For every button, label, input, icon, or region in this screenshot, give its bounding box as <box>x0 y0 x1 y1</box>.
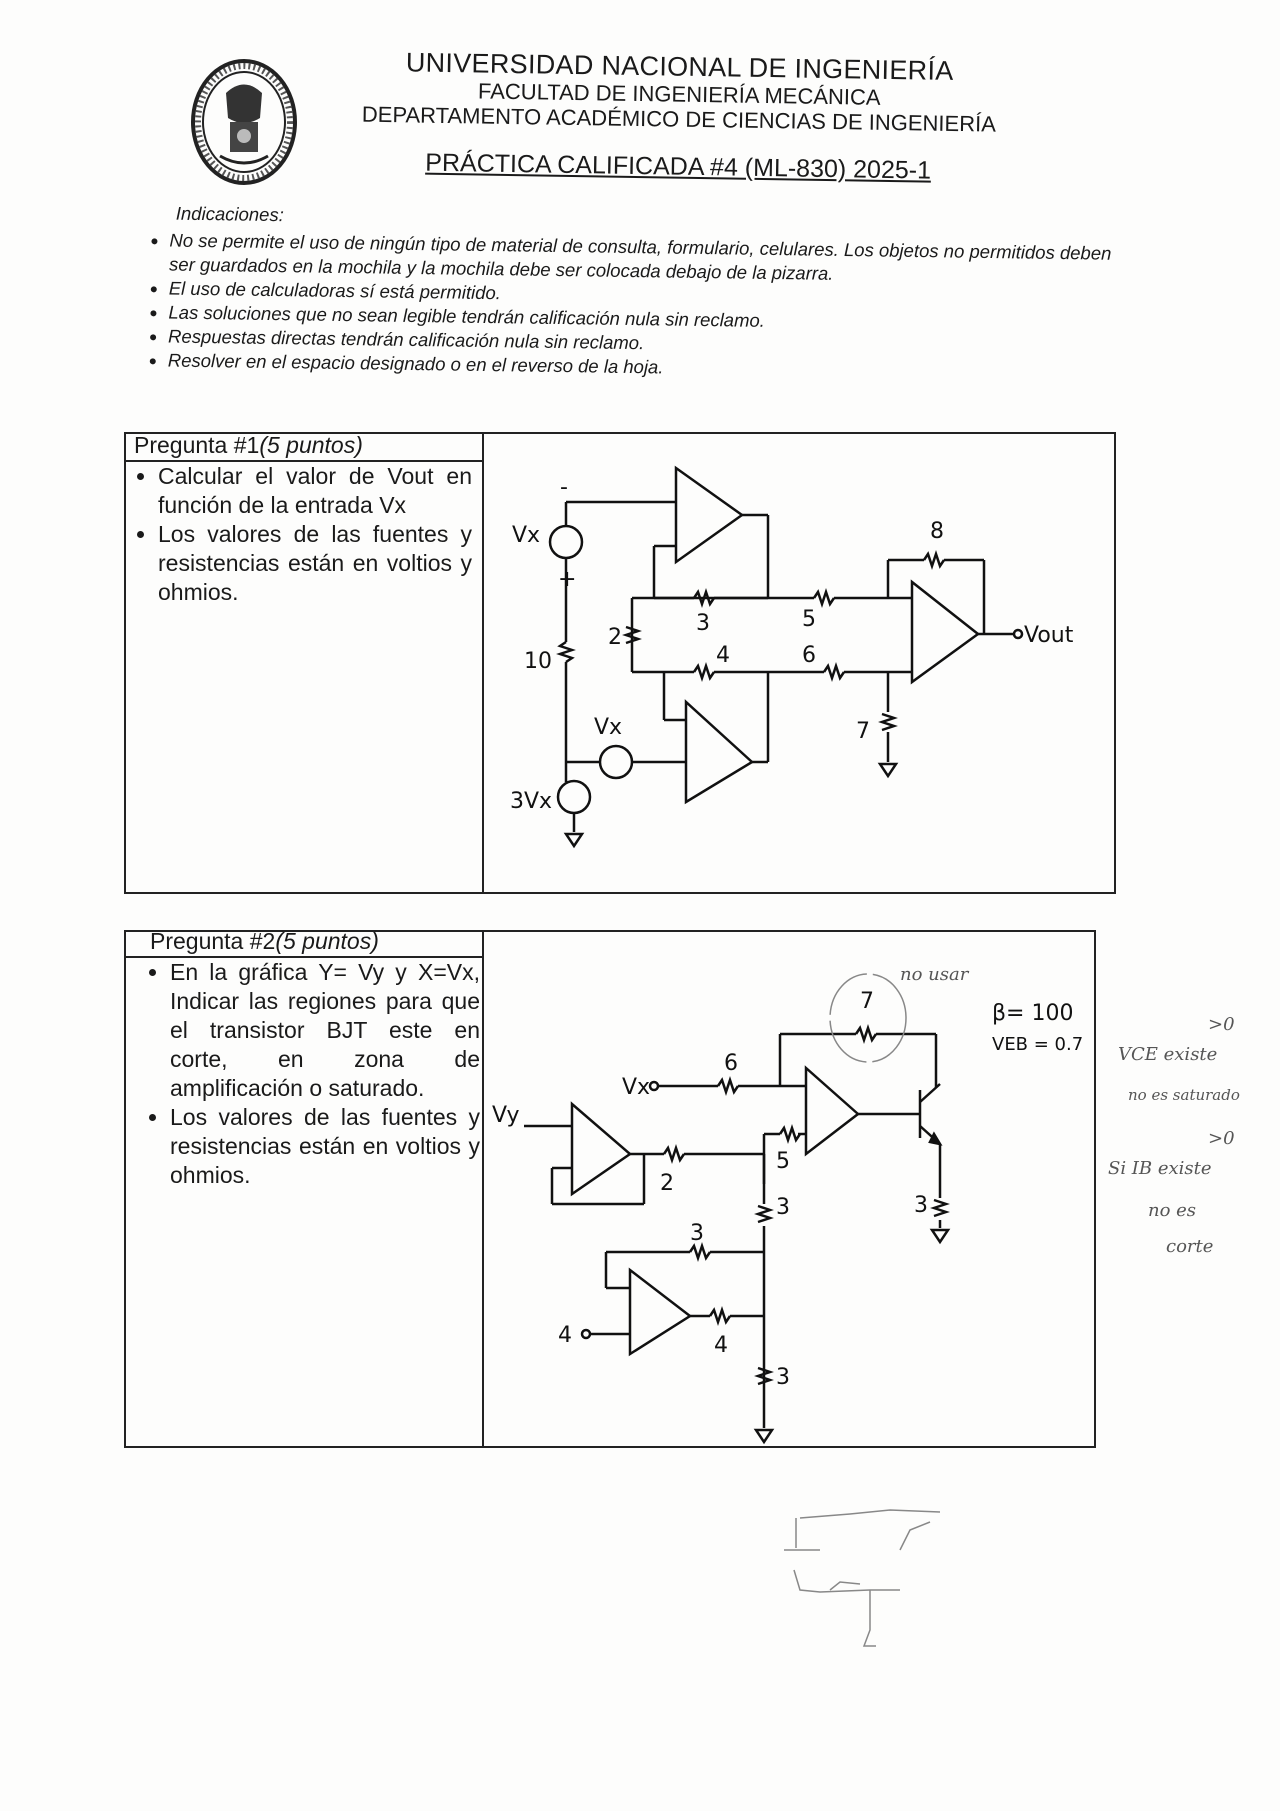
q1-label-src-3vx: 3Vx <box>510 789 553 814</box>
exam-title: PRÁCTICA CALIFICADA #4 (ML-830) 2025-1 <box>425 148 932 185</box>
question-2-text <box>146 958 480 1190</box>
instruction-item: • Las soluciones que no sean legible tendrán calificación nula sin reclamo. <box>168 301 1118 338</box>
margin-note: Si IB existe <box>1108 1158 1212 1179</box>
margin-note: VCE existe <box>1118 1044 1218 1065</box>
instructions <box>128 202 1120 386</box>
q2-pencil-no-usar: no usar <box>900 964 969 985</box>
instruction-item: • No se permite el uso de ningún tipo de material de consulta, formulario, celulares. Los objetos no permitidos deben ser guardados en la mochila y la mochila debe ser colocada debajo de la pizarra. <box>169 229 1120 290</box>
question-2-number: Pregunta #2 <box>150 928 276 954</box>
margin-note: >0 <box>1208 1128 1235 1149</box>
instructions-title: Indicaciones: <box>175 202 284 226</box>
margin-note: no es <box>1148 1200 1197 1221</box>
question-2-circuit-diagram <box>484 958 1090 1444</box>
q2-label-r3d: 3 <box>776 1365 790 1390</box>
q1-label-src-vx: Vx <box>594 715 623 740</box>
q2-label-r3b: 3 <box>690 1221 704 1246</box>
q2-label-r2: 2 <box>660 1171 674 1196</box>
margin-notes <box>1108 1010 1268 1280</box>
margin-note: no es saturado <box>1128 1086 1240 1104</box>
question-1-bullet: • Calcular el valor de Vout en función de la entrada Vx <box>158 462 472 520</box>
q2-label-r4: 4 <box>714 1333 728 1358</box>
q1-label-minus: - <box>560 475 568 500</box>
q2-label-r5: 5 <box>776 1149 790 1174</box>
q1-label-plus: + <box>558 567 577 592</box>
university-seal-icon <box>190 58 298 186</box>
q2-label-r3a: 3 <box>776 1195 790 1220</box>
question-2-bullets <box>146 958 480 1190</box>
question-2-bullet: • En la gráfica Y= Vy y X=Vx, Indicar las regiones para que el transistor BJT este en corte, en zona de amplificación o saturado. <box>170 958 480 1103</box>
q2-label-r3c: 3 <box>914 1193 928 1218</box>
question-1-bullets <box>134 462 472 607</box>
department-name: DEPARTAMENTO ACADÉMICO DE CIENCIAS DE INGENIERÍA <box>361 101 997 137</box>
q2-label-vx: Vx <box>622 1075 651 1100</box>
q1-label-r4: 4 <box>716 643 730 668</box>
question-1-bullet: • Los valores de las fuentes y resistencias están en voltios y ohmios. <box>158 520 472 607</box>
question-1-number: Pregunta #1 <box>134 432 260 458</box>
question-1-points: (5 puntos) <box>259 432 363 458</box>
university-name: UNIVERSIDAD NACIONAL DE INGENIERÍA <box>405 47 954 86</box>
q2-label-vy: Vy <box>492 1103 520 1128</box>
q1-label-r6: 6 <box>802 643 816 668</box>
margin-note: >0 <box>1208 1014 1235 1035</box>
question-2-points: (5 puntos) <box>275 928 379 954</box>
question-1-text <box>134 462 472 607</box>
q2-label-r7: 7 <box>860 989 874 1014</box>
q2-label-veb: VEB = 0.7 <box>992 1034 1084 1055</box>
q1-label-r5: 5 <box>802 607 816 632</box>
q1-label-vx: Vx <box>512 523 541 548</box>
instructions-list <box>128 228 1120 386</box>
exam-header <box>318 46 1040 187</box>
q1-label-r10: 10 <box>524 649 552 674</box>
faculty-name: FACULTAD DE INGENIERÍA MECÁNICA <box>477 78 881 110</box>
q1-label-r7: 7 <box>856 719 870 744</box>
q1-label-r3: 3 <box>696 611 710 636</box>
q2-label-src4: 4 <box>558 1323 572 1348</box>
question-1-circuit-diagram <box>484 462 1110 890</box>
question-1-title <box>134 432 363 459</box>
pencil-sketch <box>760 1490 960 1660</box>
question-2-title <box>150 928 379 955</box>
q1-label-r2: 2 <box>608 625 622 650</box>
instruction-item: • Respuestas directas tendrán calificación nula sin reclamo. <box>168 325 1118 362</box>
question-2-bullet: • Los valores de las fuentes y resistencias están en voltios y ohmios. <box>170 1103 480 1190</box>
q1-label-r8: 8 <box>930 519 944 544</box>
instruction-item: • El uso de calculadoras sí está permitido. <box>169 277 1119 314</box>
q2-label-beta: β= 100 <box>992 1001 1074 1026</box>
q1-label-vout: Vout <box>1024 623 1074 648</box>
instruction-item: • Resolver en el espacio designado o en el reverso de la hoja. <box>168 349 1118 386</box>
q2-label-r6: 6 <box>724 1051 738 1076</box>
margin-note: corte <box>1166 1236 1214 1257</box>
